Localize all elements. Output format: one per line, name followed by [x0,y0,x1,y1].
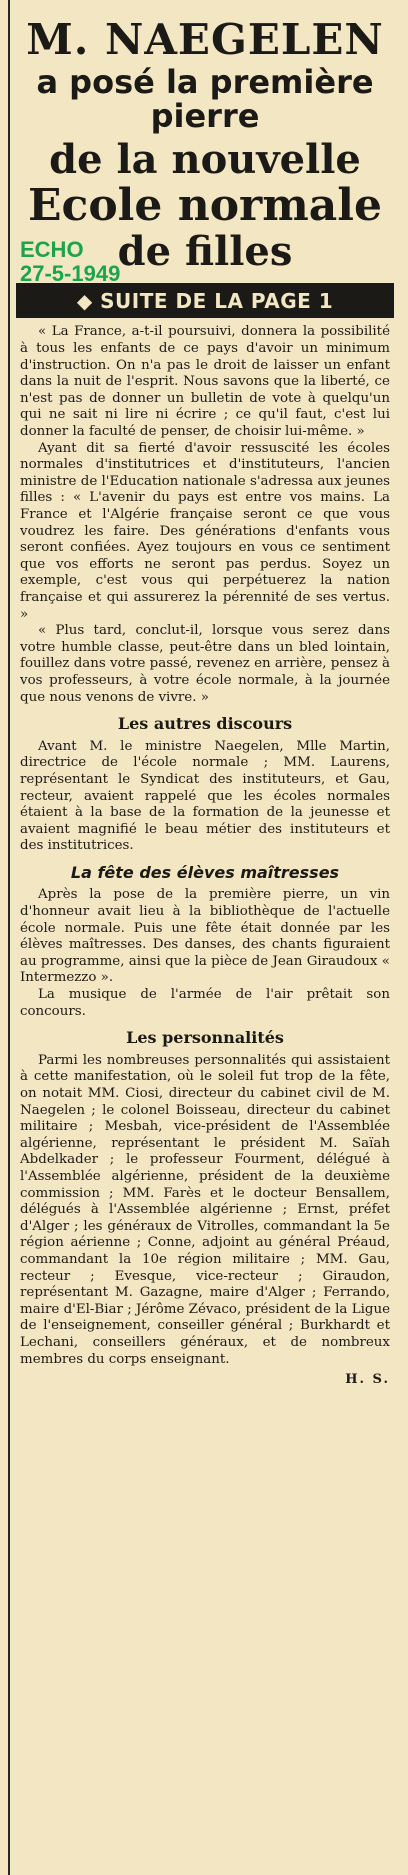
article-body [10,318,400,1388]
paragraph: « La France, a-t-il poursuivi, donnera la possibilité à tous les enfants de ce pays d'avoir un minimum d'instruction. On n'a pas le droit de laisser un enfant dans la nuit de l'esprit. Nous savons que la liberté, ce n'est pas de donner un bulletin de vote à quelqu'un qui ne sait ni lire ni écrire ; ce qu'il faut, c'est lui donner la faculté de penser, de choisir lui-même. » [20,324,390,440]
source-date-stamp [20,238,120,286]
headline-line-2: a posé la première pierre [36,63,374,135]
article-column [8,0,400,1875]
author-signature: H. S. [345,1372,390,1388]
headline-line-3: de la nouvelle [49,136,361,184]
subheading-fete-eleves: La fête des élèves maîtresses [70,862,340,882]
headline-line-4: Ecole normale [28,180,382,232]
subheading-autres-discours: Les autres discours [117,714,293,734]
paragraph: Ayant dit sa fierté d'avoir ressuscité les écoles normales d'institutrices et d'instituteurs, l'ancien ministre de l'Education nationale s'adressa aux jeunes filles : « L'avenir du pays est entre vos mains. La France et l'Algérie française seront ce que vous voudrez les faire. Des générations d'enfants vous seront confiées. Ayez toujours en vous ce sentiment que vos efforts ne seront pas perdus. Soyez un exemple, c'est vous qui perpétuerez la nation française et qui assurerez la pérennité de ses vertus. » [20,440,390,622]
headline-line-5: de filles [117,228,293,276]
subheading-personnalites: Les personnalités [126,1028,284,1048]
paragraph: Après la pose de la première pierre, un vin d'honneur avait lieu à la bibliothèque de l'actuelle école normale. Puis une fête était donnée par les élèves maîtresses. Des danses, des chants figuraient au programme, ainsi que la pièce de Jean Giraudoux « Intermezzo ». [20,887,390,986]
headline-line-1: M. NAEGELEN [26,15,384,64]
paragraph: La musique de l'armée de l'air prêtait son concours. [20,987,390,1019]
stamp-source: ECHO [20,237,84,262]
paragraph: « Plus tard, conclut-il, lorsque vous serez dans votre humble classe, peut-être dans un bled lointain, fouillez dans votre passé, revenez en arrière, pensez à vos professeurs, à votre école normale, à la journée que nous venons de vivre. » [20,623,390,705]
stamp-date: 27-5-1949 [20,261,121,286]
paragraph: Avant M. le ministre Naegelen, Mlle Martin, directrice de l'école normale ; MM. Laurens, représentant le Syndicat des instituteurs, et Gau, recteur, avaient rappelé que les écoles normales étaient à la base de la formation de la jeunesse et avaient magnifié le beau métier des instituteurs et des institutrices. [20,738,390,854]
paragraph: Parmi les nombreuses personnalités qui assistaient à cette manifestation, où le soleil fut trop de la fête, on notait MM. Ciosi, directeur du cabinet civil de M. Naegelen ; le colonel Boisseau, directeur du cabinet militaire ; Mesbah, vice-président de l'Assemblée algérienne, représentant le président M. Saïah Abdelkader ; le professeur Fourment, délégué à l'Assemblée algérienne, président de la deuxième commission ; MM. Farès et le docteur Bensallem, délégués à l'Assemblée algérienne ; Ernst, préfet d'Alger ; les généraux de Vitrolles, commandant la 5e région aérienne ; Conne, adjoint au général Préaud, commandant la 10e région militaire ; MM. Gau, recteur ; Evesque, vice-recteur ; Giraudon, représentant M. Gazagne, maire d'Alger ; Ferrando, maire d'El-Biar ; Jérôme Zévaco, président de la Ligue de l'enseignement, conseiller général ; Burkhardt et Lechani, conseillers généraux, et de nombreux membres du corps enseignant. [20,1052,390,1367]
continuation-banner: ◆ SUITE DE LA PAGE 1 [16,283,394,318]
